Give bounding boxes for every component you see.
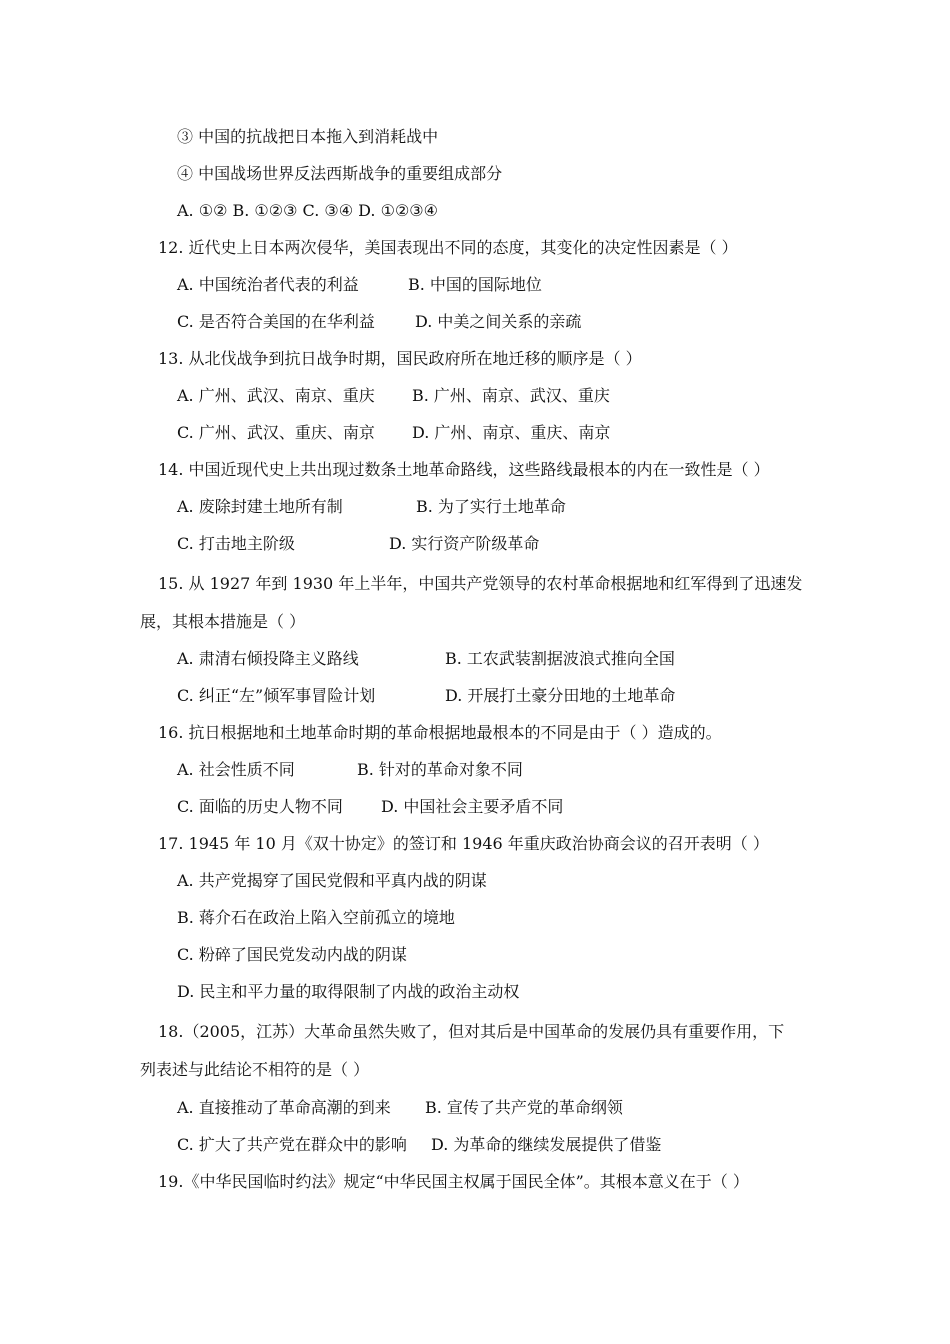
question-18-continued: 列表述与此结论不相符的是（ ） (140, 1060, 370, 1079)
q16-option-b: B. 针对的革命对象不同 (357, 760, 523, 779)
q16-option-a: A. 社会性质不同 (177, 760, 295, 779)
q13-option-a: A. 广州、武汉、南京、重庆 (177, 386, 375, 405)
question-17: 17. 1945 年 10 月《双十协定》的签订和 1946 年重庆政治协商会议的召开表明（ ） (158, 834, 769, 853)
q16-option-c: C. 面临的历史人物不同 (177, 797, 343, 816)
question-12: 12. 近代史上日本两次侵华，美国表现出不同的态度，其变化的决定性因素是（ ） (158, 238, 738, 257)
question-18: 18.（2005，江苏）大革命虽然失败了，但对其后是中国革命的发展仍具有重要作用，下 (158, 1022, 785, 1041)
q17-option-d: D. 民主和平力量的取得限制了内战的政治主动权 (177, 982, 520, 1001)
option-line-3: ③ 中国的抗战把日本拖入到消耗战中 (177, 127, 439, 146)
q18-option-b: B. 宣传了共产党的革命纲领 (425, 1098, 623, 1117)
q17-option-a: A. 共产党揭穿了国民党假和平真内战的阴谋 (177, 871, 487, 890)
q12-option-a: A. 中国统治者代表的利益 (177, 275, 359, 294)
q12-option-b: B. 中国的国际地位 (408, 275, 542, 294)
q15-option-d: D. 开展打土豪分田地的土地革命 (445, 686, 676, 705)
q12-option-c: C. 是否符合美国的在华利益 (177, 312, 375, 331)
question-19: 19.《中华民国临时约法》规定“中华民国主权属于国民全体”。其根本意义在于（ ） (158, 1172, 749, 1191)
q18-option-c: C. 扩大了共产党在群众中的影响 (177, 1135, 407, 1154)
q14-option-c: C. 打击地主阶级 (177, 534, 295, 553)
question-15-continued: 展，其根本措施是（ ） (140, 612, 306, 631)
question-13: 13. 从北伐战争到抗日战争时期，国民政府所在地迁移的顺序是（ ） (158, 349, 642, 368)
q15-option-a: A. 肃清右倾投降主义路线 (177, 649, 359, 668)
q18-option-a: A. 直接推动了革命高潮的到来 (177, 1098, 391, 1117)
q13-option-b: B. 广州、南京、武汉、重庆 (412, 386, 610, 405)
question-15: 15. 从 1927 年到 1930 年上半年，中国共产党领导的农村革命根据地和红军得到了迅速发 (158, 574, 803, 593)
q17-option-b: B. 蒋介石在政治上陷入空前孤立的境地 (177, 908, 455, 927)
q17-option-c: C. 粉碎了国民党发动内战的阴谋 (177, 945, 407, 964)
q14-option-a: A. 废除封建土地所有制 (177, 497, 343, 516)
q14-option-d: D. 实行资产阶级革命 (389, 534, 540, 553)
q18-option-d: D. 为革命的继续发展提供了借鉴 (431, 1135, 662, 1154)
q13-option-d: D. 广州、南京、重庆、南京 (412, 423, 611, 442)
option-line-4: ④ 中国战场世界反法西斯战争的重要组成部分 (177, 164, 503, 183)
q14-option-b: B. 为了实行土地革命 (416, 497, 566, 516)
q15-option-c: C. 纠正“左”倾军事冒险计划 (177, 686, 376, 705)
question-16: 16. 抗日根据地和土地革命时期的革命根据地最根本的不同是由于（ ）造成的。 (158, 723, 722, 742)
question-14: 14. 中国近现代史上共出现过数条土地革命路线，这些路线最根本的内在一致性是（ ） (158, 460, 770, 479)
q16-option-d: D. 中国社会主要矛盾不同 (381, 797, 564, 816)
answer-options-q11: A. ①② B. ①②③ C. ③④ D. ①②③④ (177, 201, 438, 220)
q15-option-b: B. 工农武装割据波浪式推向全国 (445, 649, 675, 668)
q13-option-c: C. 广州、武汉、重庆、南京 (177, 423, 375, 442)
q12-option-d: D. 中美之间关系的亲疏 (415, 312, 582, 331)
